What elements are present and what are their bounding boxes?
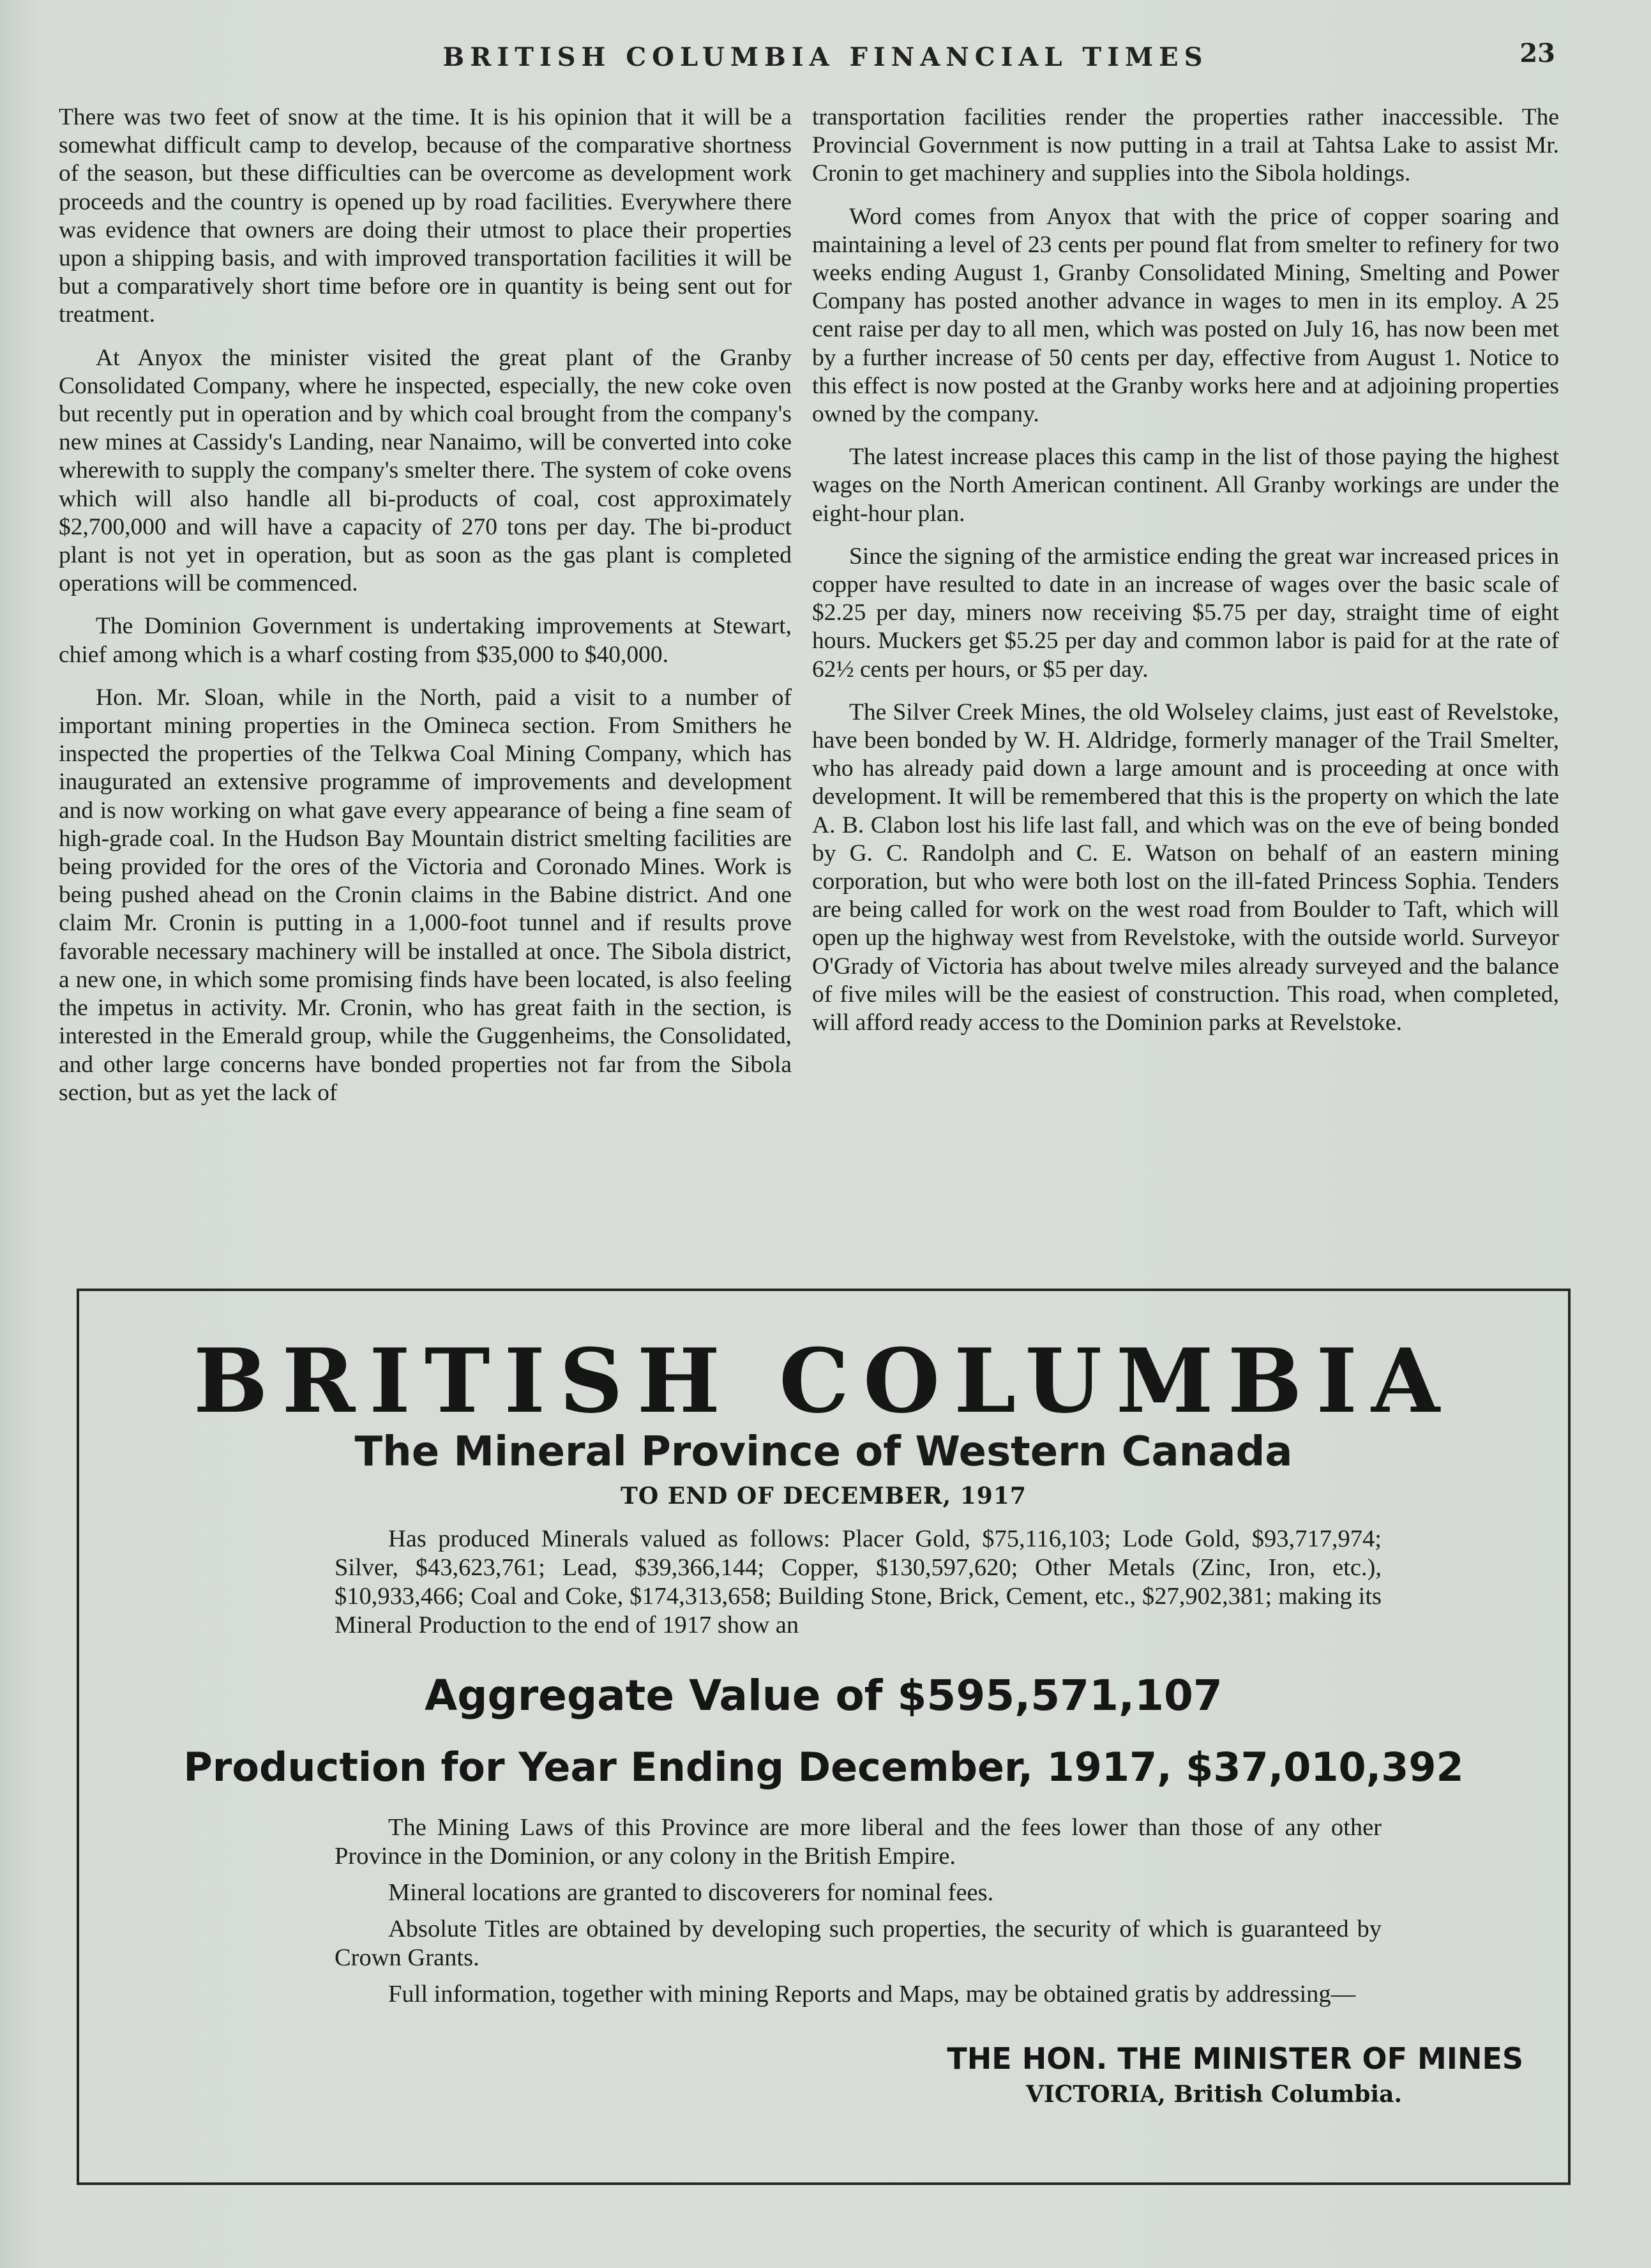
ad-aggregate-value: Aggregate Value of $595,571,107 — [425, 1671, 1223, 1720]
minerals-paragraph: Has produced Minerals valued as follows: Placer Gold, $75,116,103; Lode Gold, $93,717,974; Silver, $43,623,761; Lead, $39,366,144; Copper, $130,597,620; Other Metals (Zinc, Iron, etc.), $10,933,466; Coal and Coke, $174,313,658; Building Stone, Brick, Cement, etc., $27,902,381; making its Mineral Production to the end of 1917 show an — [335, 1525, 1382, 1638]
article-paragraph: Word comes from Anyox that with the price of copper soaring and maintaining a level of 23 cents per pound flat from smelter to refinery for two weeks ending August 1, Granby Consolidated Mining, Smelting and Power Company has posted another advance in wages to men in its employ. A 25 cent raise per day to all men, which was posted on July 16, has now been met by a further increase of 50 cents per day, effective from August 1. Notice to this effect is now posted at the Granby works here and at adjoining properties owned by the company. — [812, 203, 1559, 428]
titles-paragraph: Absolute Titles are obtained by developing such properties, the security of which is guaranteed by Crown Grants. — [335, 1916, 1382, 1971]
advertisement-box — [77, 1289, 1571, 2185]
ad-production-1917: Production for Year Ending December, 1917, $37,010,392 — [183, 1744, 1464, 1790]
article-paragraph: There was two feet of snow at the time. It is his opinion that it will be a somewhat difficult camp to develop, because of the comparative shortness of the season, but these difficulties can be overcome as development work proceeds and the country is opened up by road facilities. Everywhere there was evidence that owners are doing their utmost to place their properties upon a shipping basis, and with improved transportation facilities it will be but a comparatively short time before ore in quantity is being sent out for treatment. — [59, 104, 792, 328]
ad-laws-text — [335, 1813, 1382, 2016]
ad-title: BRITISH COLUMBIA — [193, 1329, 1454, 1433]
ad-subtitle: The Mineral Province of Western Canada — [354, 1428, 1293, 1476]
ad-minerals-text — [335, 1525, 1382, 1640]
article-paragraph: transportation facilities render the properties rather inaccessible. The Provincial Government is now putting in a trail at Tahtsa Lake to assist Mr. Cronin to get machinery and supplies into the Sibola holdings. — [812, 104, 1559, 187]
page-number: 23 — [1519, 38, 1555, 68]
ad-contact — [947, 2039, 1523, 2111]
locations-paragraph: Mineral locations are granted to discoverers for nominal fees. — [388, 1879, 994, 1906]
ad-period: TO END OF DECEMBER, 1917 — [621, 1483, 1027, 1509]
article-paragraph: At Anyox the minister visited the great plant of the Granby Consolidated Company, where he inspected, especially, the new coke oven but recently put in operation and by which coal brought from the company's new mines at Cassidy's Landing, near Nanaimo, will be converted into coke wherewith to supply the company's smelter there. The system of coke ovens which will also handle all bi-products of coal, cost approximately $2,700,000 and will have a capacity of 270 tons per day. The bi-product plant is not yet in operation, but as soon as the gas plant is completed operations will be commenced. — [59, 344, 792, 597]
running-title: BRITISH COLUMBIA FINANCIAL TIMES — [442, 42, 1209, 72]
contact-name: THE HON. THE MINISTER OF MINES — [947, 2041, 1523, 2076]
article-paragraph: Since the signing of the armistice ending the great war increased prices in copper have resulted to date in an increase of wages over the basic scale of $2.25 per day, miners now receiving $5.75 per day, straight time of eight hours. Muckers get $5.25 per day and common labor is paid for at the rate of 62½ cents per hours, or $5 per day. — [812, 543, 1559, 683]
laws-paragraph: The Mining Laws of this Province are more liberal and the fees lower than those of any other Province in the Dominion, or any colony in the British Empire. — [335, 1814, 1382, 1870]
contact-place: VICTORIA, British Columbia. — [1026, 2081, 1402, 2108]
right-column — [812, 103, 1559, 1052]
article-paragraph: The Silver Creek Mines, the old Wolseley claims, just east of Revelstoke, have been bonded by W. H. Aldridge, formerly manager of the Trail Smelter, who has already paid down a large amount and is proceeding at once with development. It will be remembered that this is the property on which the late A. B. Clabon lost his life last fall, and which was on the eve of being bonded by G. C. Randolph and C. E. Watson on behalf of an eastern mining corporation, but who were both lost on the ill-fated Princess Sophia. Tenders are being called for work on the west road from Boulder to Taft, which will open up the highway west from Revelstoke, with the outside world. Surveyor O'Grady of Victoria has about twelve miles already surveyed and the balance of five miles will be the easiest of construction. This road, when completed, will afford ready access to the Dominion parks at Revelstoke. — [812, 699, 1559, 1036]
article-paragraph: Hon. Mr. Sloan, while in the North, paid a visit to a number of important mining properties in the Omineca section. From Smithers he inspected the properties of the Telkwa Coal Mining Company, which has inaugurated an extensive programme of improvements and development and is now working on what gave every appearance of being a fine seam of high-grade coal. In the Hudson Bay Mountain district smelting facilities are being provided for the ores of the Victoria and Coronado Mines. Work is being pushed ahead on the Cronin claims in the Babine district. And one claim Mr. Cronin is putting in a 1,000-foot tunnel and if results prove favorable necessary machinery will be installed at once. The Sibola district, a new one, in which some promising finds have been located, is also feeling the impetus in activity. Mr. Cronin, who has great faith in the section, is interested in the Emerald group, while the Guggenheims, the Consolidated, and other large concerns have bonded properties not far from the Sibola section, but as yet the lack of — [59, 684, 792, 1106]
article-paragraph: The latest increase places this camp in the list of those paying the highest wages on the North American continent. All Granby workings are under the eight-hour plan. — [812, 444, 1559, 527]
information-paragraph: Full information, together with mining Reports and Maps, may be obtained gratis by addressing— — [388, 1981, 1356, 2007]
left-column — [59, 103, 792, 1122]
article-paragraph: The Dominion Government is undertaking improvements at Stewart, chief among which is a wharf costing from $35,000 to $40,000. — [59, 613, 792, 668]
